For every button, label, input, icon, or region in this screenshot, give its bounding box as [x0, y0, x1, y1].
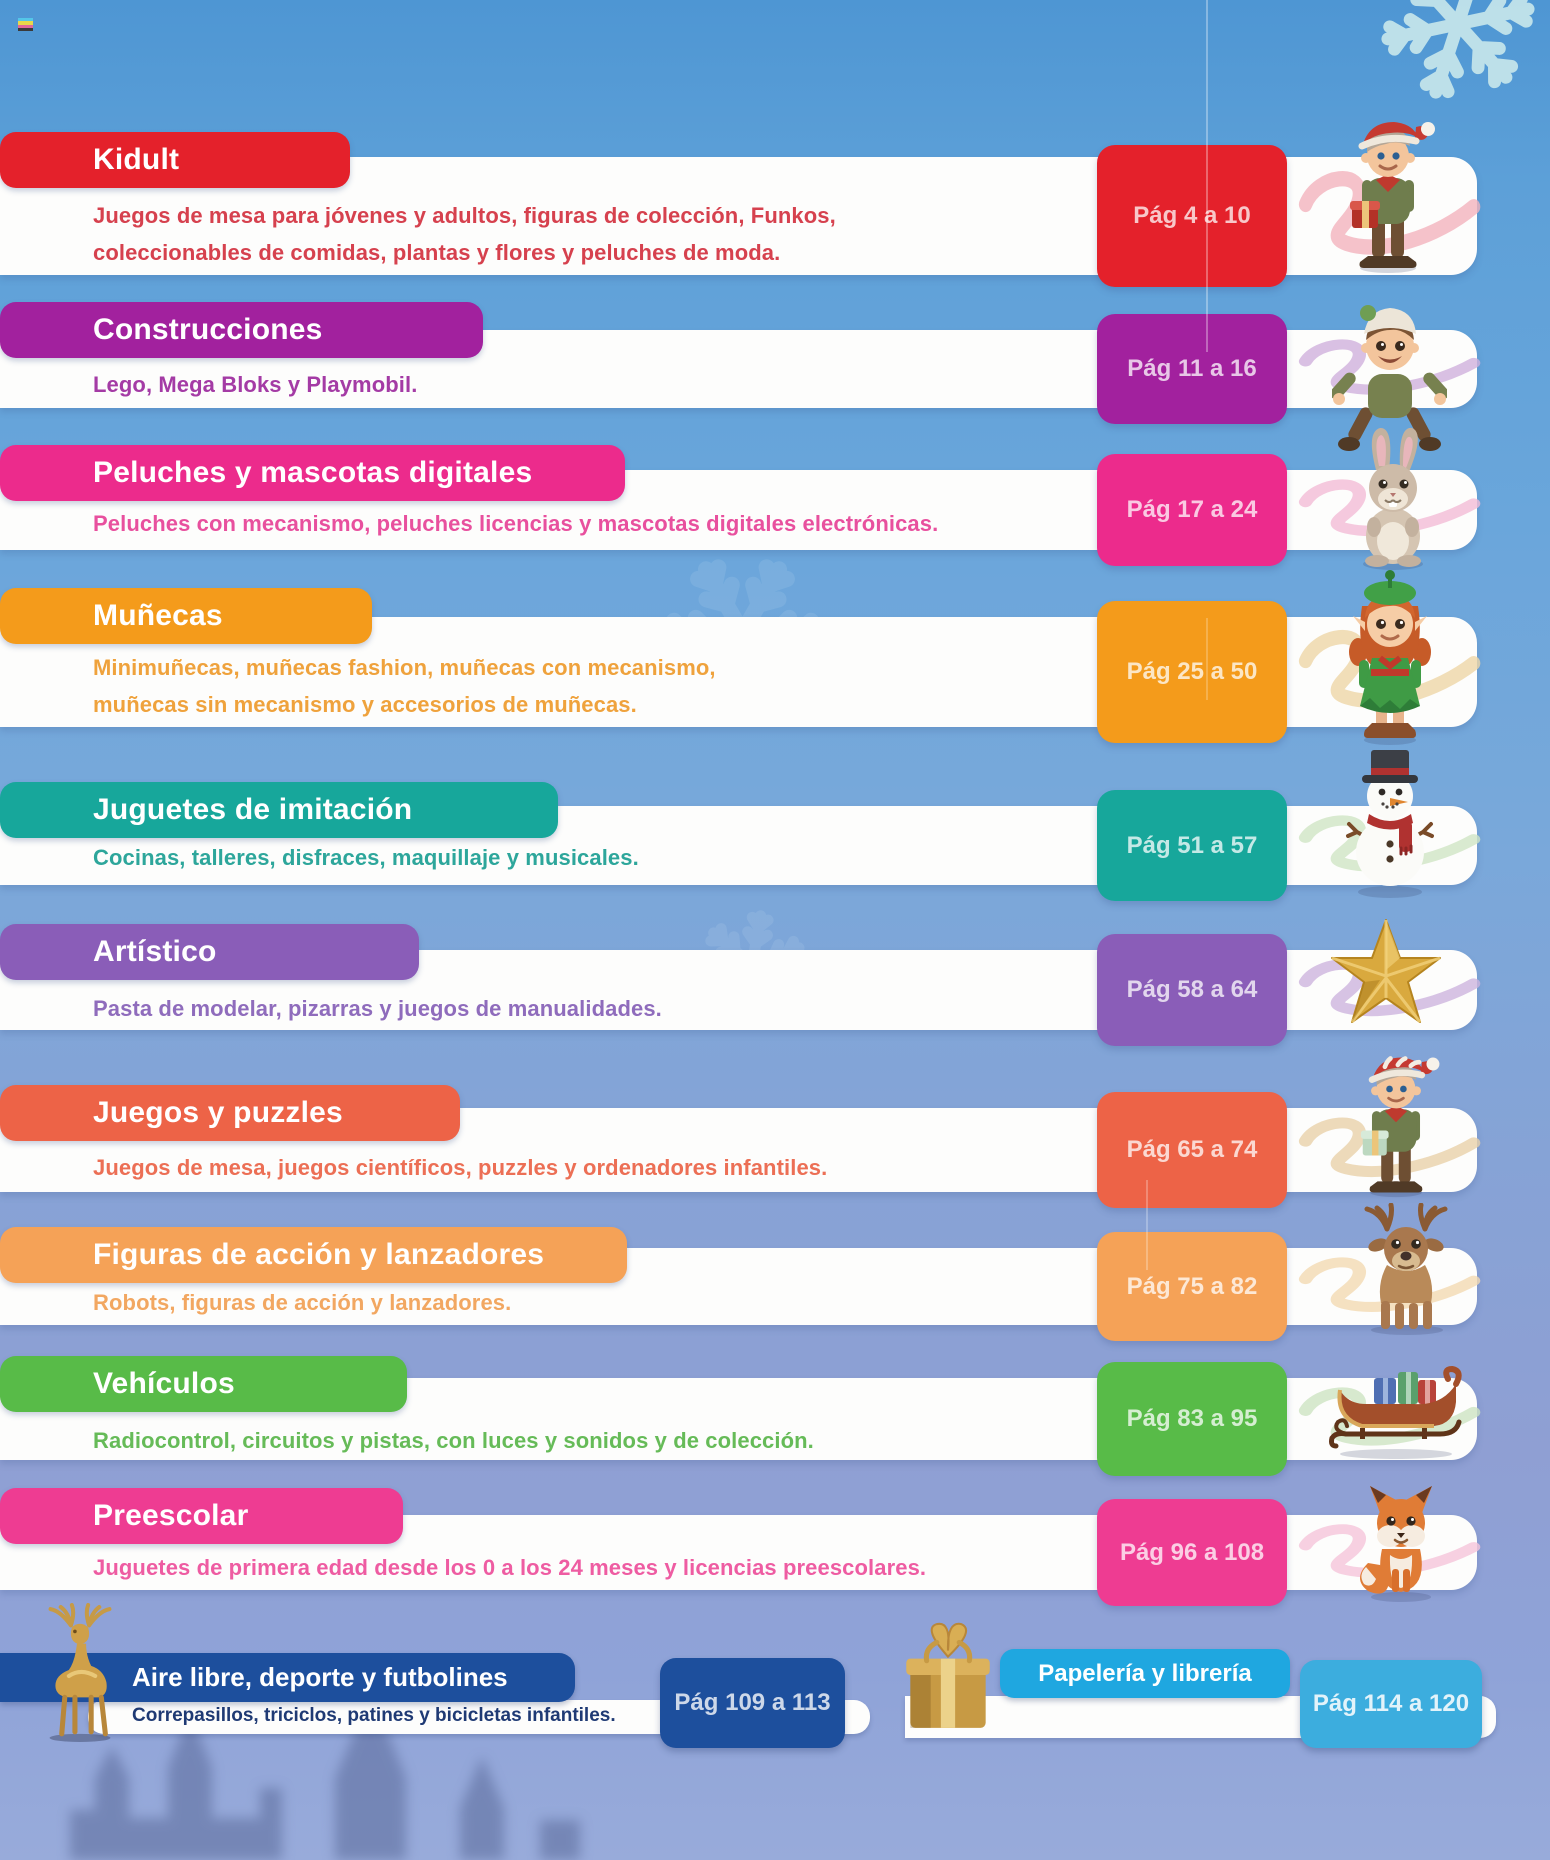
- page-badge[interactable]: [1097, 790, 1287, 901]
- category-title: Peluches y mascotas digitales: [93, 456, 533, 489]
- category-description: Peluches con mecanismo, peluches licencias y mascotas digitales electrónicas.: [93, 511, 939, 536]
- snowflake-icon: [1350, 0, 1550, 132]
- page-range-label: Pág 109 a 113: [674, 1689, 831, 1716]
- category-title: Kidult: [93, 143, 180, 176]
- category-tab-papeleria[interactable]: [1000, 1649, 1290, 1698]
- elf-boy-gift-icon: [1338, 116, 1438, 274]
- category-title: Preescolar: [93, 1499, 249, 1532]
- category-tab[interactable]: [0, 445, 625, 501]
- page-range-label: Pág 58 a 64: [1126, 976, 1258, 1003]
- category-title: Figuras de acción y lanzadores: [93, 1238, 545, 1271]
- category-tab[interactable]: [0, 782, 558, 838]
- category-description: Robots, figuras de acción y lanzadores.: [93, 1290, 512, 1315]
- elf-boy-gifts-icon: [1338, 1052, 1454, 1198]
- gold-deer-icon: [40, 1603, 120, 1743]
- page-badge[interactable]: [1097, 1092, 1287, 1208]
- category-description: Lego, Mega Bloks y Playmobil.: [93, 372, 418, 397]
- page-range-label: Pág 25 a 50: [1126, 658, 1258, 685]
- category-tab[interactable]: [0, 132, 350, 188]
- category-title: Juegos y puzzles: [93, 1096, 343, 1129]
- page-range-label: Pág 4 a 10: [1133, 202, 1251, 229]
- category-tab[interactable]: [0, 1085, 460, 1141]
- category-title: Aire libre, deporte y futbolines: [132, 1662, 508, 1692]
- category-tab[interactable]: [0, 1488, 403, 1544]
- scan-line: [1146, 1180, 1148, 1270]
- page-range-label: Pág 51 a 57: [1126, 831, 1258, 859]
- gold-star-icon: [1325, 916, 1447, 1034]
- page-badge-papeleria[interactable]: [1300, 1660, 1482, 1748]
- category-title: Juguetes de imitación: [93, 793, 413, 826]
- reindeer-icon: [1347, 1203, 1465, 1335]
- category-description: Juegos de mesa, juegos científicos, puzzles y ordenadores infantiles.: [93, 1155, 828, 1180]
- page-range-label: Pág 65 a 74: [1126, 1136, 1258, 1163]
- category-description: Pasta de modelar, pizarras y juegos de manualidades.: [93, 996, 662, 1021]
- page-badge[interactable]: [1097, 934, 1287, 1046]
- page-range-label: Pág 83 a 95: [1126, 1405, 1258, 1432]
- category-title: Construcciones: [93, 313, 323, 346]
- page-badge[interactable]: [1097, 454, 1287, 566]
- category-description: Juegos de mesa para jóvenes y adultos, figuras de colección, Funkos,: [93, 203, 836, 228]
- category-title: Vehículos: [93, 1367, 235, 1400]
- category-tab[interactable]: [0, 302, 483, 358]
- category-description: Correpasillos, triciclos, patines y bicicletas infantiles.: [132, 1705, 616, 1726]
- page-badge[interactable]: [1097, 1499, 1287, 1606]
- page-range-label: Pág 96 a 108: [1119, 1538, 1265, 1566]
- color-registration-icon: [18, 18, 33, 31]
- category-title: Papelería y librería: [1038, 1659, 1252, 1687]
- page-badge[interactable]: [1097, 601, 1287, 743]
- category-description: Juguetes de primera edad desde los 0 a los 24 meses y licencias preescolares.: [93, 1555, 927, 1580]
- page-badge[interactable]: [1097, 1232, 1287, 1341]
- scan-line: [1206, 0, 1208, 352]
- page-badge[interactable]: [1097, 1362, 1287, 1476]
- category-description: Radiocontrol, circuitos y pistas, con luces y sonidos y de colección.: [93, 1428, 814, 1453]
- fox-icon: [1352, 1481, 1450, 1602]
- scan-line: [1206, 618, 1208, 700]
- page-range-label: Pág 17 a 24: [1126, 496, 1258, 523]
- category-tab[interactable]: [0, 1356, 407, 1412]
- snowman-icon: [1341, 748, 1439, 898]
- page-range-label: Pág 75 a 82: [1126, 1272, 1258, 1300]
- page-badge-aire-libre[interactable]: [660, 1658, 845, 1748]
- category-title: Artístico: [93, 935, 217, 968]
- gold-gift-icon: [894, 1620, 1002, 1734]
- page-range-label: Pág 11 a 16: [1127, 355, 1257, 382]
- page-badge[interactable]: [1097, 145, 1287, 287]
- category-tab[interactable]: [0, 1227, 627, 1283]
- category-description: coleccionables de comidas, plantas y flores y peluches de moda.: [93, 240, 781, 265]
- sleigh-icon: [1322, 1354, 1464, 1459]
- page-badge[interactable]: [1097, 314, 1287, 424]
- page-range-label: Pág 114 a 120: [1312, 1690, 1470, 1717]
- category-description: Cocinas, talleres, disfraces, maquillaje y musicales.: [93, 845, 639, 870]
- rabbit-icon: [1344, 424, 1442, 570]
- category-title: Muñecas: [93, 599, 223, 632]
- category-tab[interactable]: [0, 924, 419, 980]
- elf-girl-icon: [1332, 566, 1448, 746]
- category-description: Minimuñecas, muñecas fashion, muñecas con mecanismo,: [93, 655, 716, 680]
- category-tab[interactable]: [0, 588, 372, 644]
- category-description: muñecas sin mecanismo y accesorios de muñecas.: [93, 692, 637, 717]
